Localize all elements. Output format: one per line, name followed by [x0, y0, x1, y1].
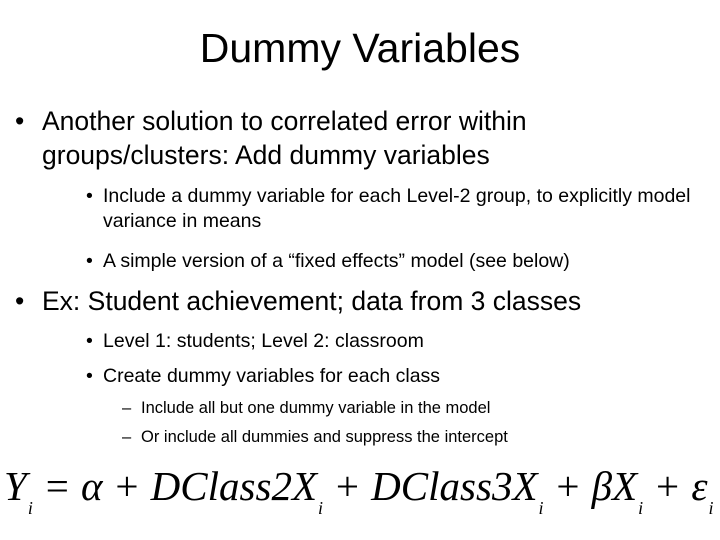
equation-subscript: i [318, 498, 324, 518]
sub-bullet-point [86, 329, 706, 354]
equation-term-error: + ε [643, 463, 708, 509]
sub-bullet-text: A simple version of a “fixed effects” model (see below) [103, 250, 570, 272]
bullet-marker: • [86, 250, 93, 272]
sub-bullet-text: Level 1: students; Level 2: classroom [103, 330, 424, 352]
equation-subscript: i [27, 498, 33, 518]
equation-term-class3: + DClass3X [323, 463, 538, 509]
bullet-marker: • [86, 330, 93, 352]
sub-bullet-point [86, 184, 706, 234]
equation-term-beta: + βX [543, 463, 638, 509]
regression-equation [4, 460, 718, 516]
slide-title: Dummy Variables [199, 25, 521, 71]
bullet-marker: • [86, 185, 93, 207]
bullet-text: Another solution to correlated error within groups/clusters: Add dummy variables [42, 106, 527, 170]
equation-y: Y [4, 463, 27, 509]
sub-bullet-point [86, 249, 706, 274]
sub-bullet-text: Create dummy variables for each class [103, 365, 441, 387]
bullet-point [15, 284, 705, 318]
equation-subscript: i [708, 498, 714, 518]
bullet-text: Ex: Student achievement; data from 3 classes [42, 286, 582, 316]
equation-term-class2: = α + DClass2X [32, 463, 317, 509]
bullet-point [15, 104, 705, 172]
dash-marker: – [122, 428, 132, 446]
sub-sub-point [122, 397, 682, 419]
sub-sub-text: Include all but one dummy variable in the model [141, 399, 491, 417]
bullet-marker: • [15, 106, 25, 136]
dash-marker: – [122, 399, 132, 417]
equation-subscript: i [538, 498, 544, 518]
sub-sub-point [122, 426, 682, 448]
sub-bullet-text: Include a dummy variable for each Level-2 group, to explicitly model variance in means [103, 185, 691, 232]
bullet-marker: • [86, 365, 93, 387]
equation-subscript: i [638, 498, 644, 518]
bullet-marker: • [15, 286, 25, 316]
sub-bullet-point [86, 364, 706, 389]
sub-sub-text: Or include all dummies and suppress the intercept [141, 428, 508, 446]
